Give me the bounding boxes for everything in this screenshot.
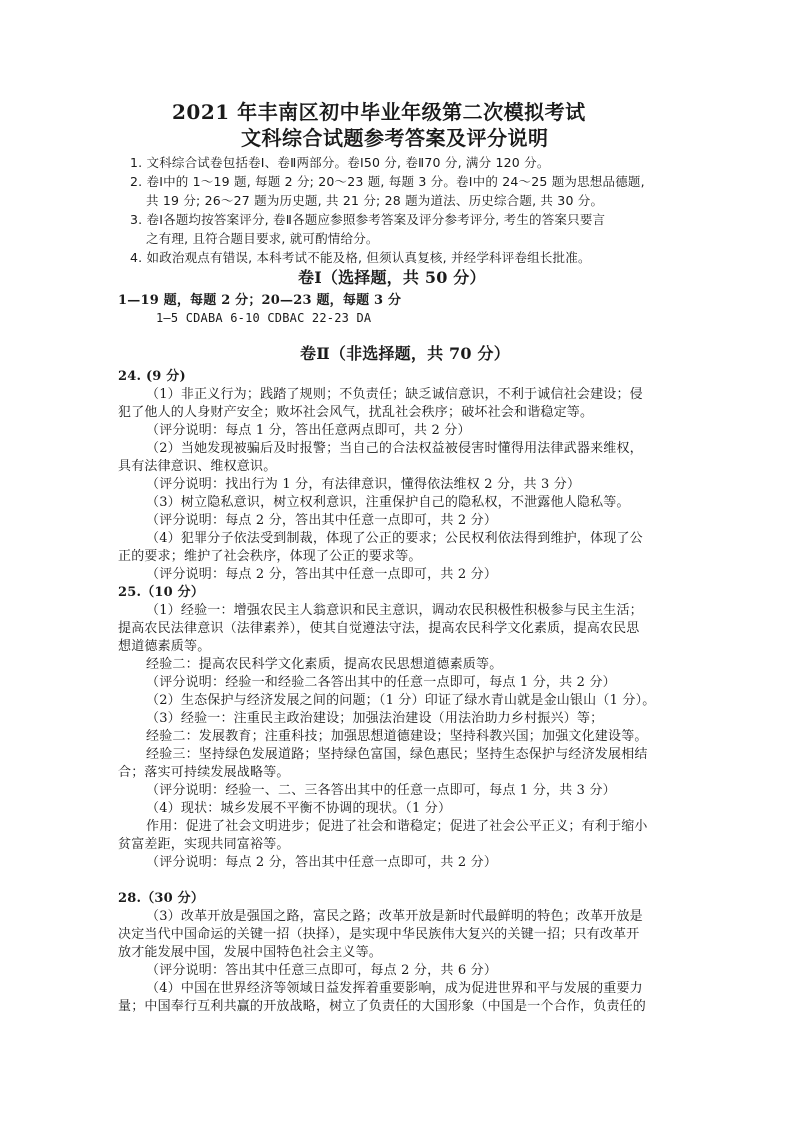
q24-line: （评分说明：每点 2 分，答出其中任意一点即可，共 2 分） xyxy=(146,567,498,582)
section-2-title: 卷Ⅱ（非选择题，共 70 分） xyxy=(300,344,510,363)
q28-line: （评分说明：答出其中任意三点即可，每点 2 分，共 6 分） xyxy=(146,963,498,978)
q28-line: 量；中国奉行互利共赢的开放战略，树立了负责任的大国形象（中国是一个合作，负责任的 xyxy=(118,999,647,1014)
q25-line: （3）经验一：注重民主政治建设；加强法治建设（用法治助力乡村振兴）等； xyxy=(146,711,604,726)
q25-line: 贫富差距，实现共同富裕等。 xyxy=(118,837,290,852)
section-1-title: 卷Ⅰ（选择题，共 50 分） xyxy=(298,268,486,287)
q24-line: （评分说明：每点 1 分，答出任意两点即可，共 2 分） xyxy=(146,423,471,438)
q28-line: 决定当代中国命运的关键一招（抉择），是实现中华民族伟大复兴的关键一招；只有改革开 xyxy=(118,927,640,942)
q25-line: （评分说明：每点 2 分，答出其中任意一点即可，共 2 分） xyxy=(146,855,498,870)
q25-line: 经验二：提高农民科学文化素质，提高农民思想道德素质等。 xyxy=(146,657,503,672)
note-1: 1. 文科综合试卷包括卷Ⅰ、卷Ⅱ两部分。卷Ⅰ50 分, 卷Ⅱ70 分, 满分 120 分。 xyxy=(130,155,550,170)
q28-line: 放才能发展中国，发展中国特色社会主义等。 xyxy=(118,945,383,960)
q25-line: 经验三：坚持绿色发展道路；坚持绿色富国，绿色惠民；坚持生态保护与经济发展相结 xyxy=(146,747,648,762)
note-2-cont: 共 19 分; 26～27 题为历史题, 共 21 分; 28 题为道法、历史综合题, 共 30 分。 xyxy=(146,193,604,208)
doc-subtitle: 文科综合试题参考答案及评分说明 xyxy=(241,126,549,150)
q25-line: 经验二：发展教育；注重科技；加强思想道德建设；坚持科教兴国；加强文化建设等。 xyxy=(146,729,648,744)
q24-line: （3）树立隐私意识，树立权利意识，注重保护自己的隐私权，不泄露他人隐私等。 xyxy=(146,495,630,510)
doc-title: 2021 年丰南区初中毕业年级第二次模拟考试 xyxy=(172,100,586,124)
q24-heading: 24. (9 分) xyxy=(118,369,186,384)
q25-line: （1）经验一：增强农民主人翁意识和民主意识，调动农民积极性积极参与民主生活； xyxy=(146,603,643,618)
note-3: 3. 卷Ⅰ各题均按答案评分, 卷Ⅱ各题应参照参考答案及评分参考评分, 考生的答案只要言 xyxy=(130,212,606,227)
section-1-answers: 1—5 CDABA 6-10 CDBAC 22-23 DA xyxy=(156,311,372,325)
q24-line: （评分说明：找出行为 1 分，有法律意识，懂得依法维权 2 分，共 3 分） xyxy=(146,477,581,492)
note-4: 4. 如政治观点有错误, 本科考试不能及格, 但须认真复核, 并经学科评卷组长批准。 xyxy=(130,250,591,265)
q25-line: 想道德素质等。 xyxy=(118,639,211,654)
q25-line: 提高农民法律意识（法律素养），使其自觉遵法守法，提高农民科学文化素质，提高农民思 xyxy=(118,621,640,636)
q24-line: 犯了他人的人身财产安全；败坏社会风气，扰乱社会秩序；破坏社会和谐稳定等。 xyxy=(118,405,594,420)
q24-line: （1）非正义行为；践踏了规则；不负责任；缺乏诚信意识，不利于诚信社会建设；侵 xyxy=(146,387,643,402)
q28-line: （4）中国在世界经济等领域日益发挥着重要影响，成为促进世界和平与发展的重要力 xyxy=(146,981,643,996)
q28-heading: 28.（30 分） xyxy=(118,891,205,906)
q25-line: （评分说明：经验一和经验二各答出其中的任意一点即可，每点 1 分，共 2 分） xyxy=(146,675,616,690)
note-3-cont: 之有理, 且符合题目要求, 就可酌情给分。 xyxy=(146,231,379,246)
q24-line: 具有法律意识、维权意识。 xyxy=(118,459,277,474)
q25-heading: 25.（10 分） xyxy=(118,585,205,600)
q24-line: （评分说明：每点 2 分，答出其中任意一点即可，共 2 分） xyxy=(146,513,498,528)
note-2: 2. 卷Ⅰ中的 1～19 题, 每题 2 分; 20～23 题, 每题 3 分。卷Ⅰ中的 24～25 题为思想品德题, xyxy=(130,174,645,189)
q25-line: 作用：促进了社会文明进步；促进了社会和谐稳定；促进了社会公平正义；有利于缩小 xyxy=(146,819,648,834)
q28-line: （3）改革开放是强国之路，富民之路；改革开放是新时代最鲜明的特色；改革开放是 xyxy=(146,909,643,924)
q25-line: （4）现状：城乡发展不平衡不协调的现状。（1 分） xyxy=(146,801,452,816)
q24-line: （4）犯罪分子依法受到制裁，体现了公正的要求；公民权利依法得到维护，体现了公 xyxy=(146,531,643,546)
q25-line: （评分说明：经验一、二、三各答出其中的任意一点即可，每点 1 分，共 3 分） xyxy=(146,783,616,798)
q25-line: 合；落实可持续发展战略等。 xyxy=(118,765,290,780)
section-1-rule: 1—19 题，每题 2 分；20—23 题，每题 3 分 xyxy=(118,293,402,308)
q24-line: （2）当她发现被骗后及时报警；当自己的合法权益被侵害时懂得用法律武器来维权， xyxy=(146,441,643,456)
q24-line: 正的要求；维护了社会秩序，体现了公正的要求等。 xyxy=(118,549,422,564)
q25-line: （2）生态保护与经济发展之间的问题；（1 分）印证了绿水青山就是金山银山（1 分）。 xyxy=(146,693,656,708)
